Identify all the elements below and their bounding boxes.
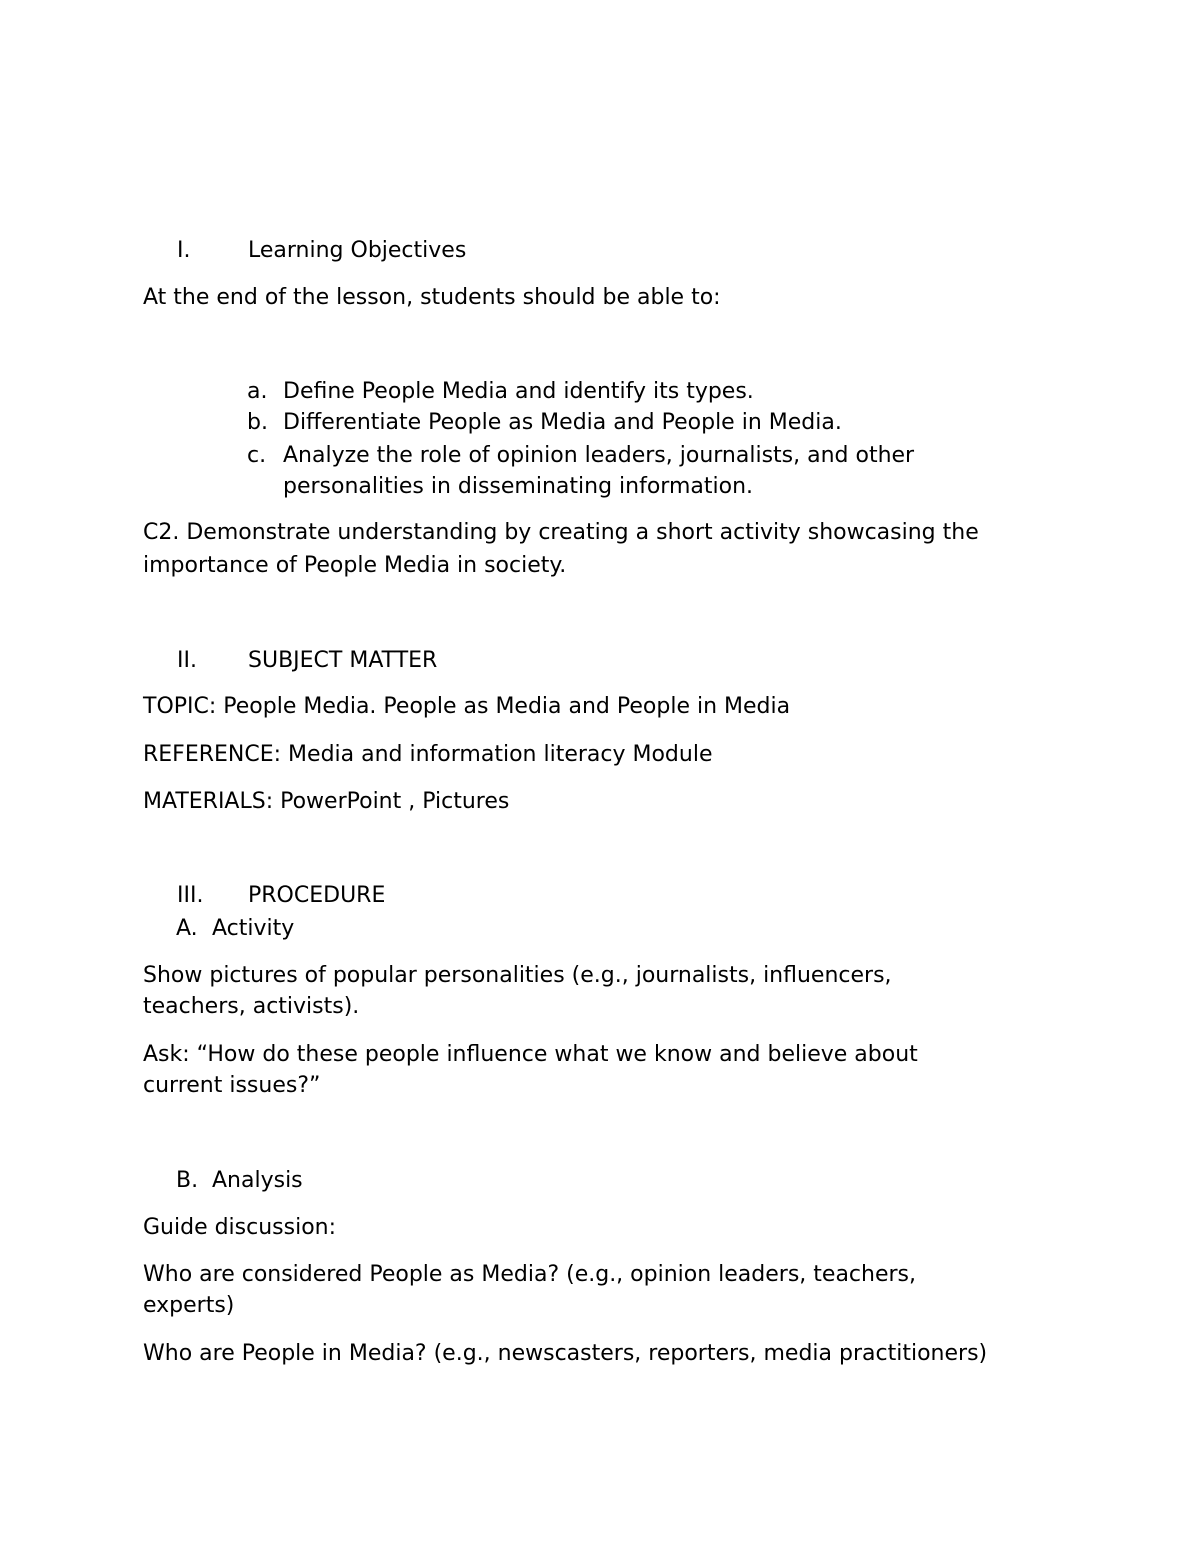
objective-c-text-line1: Analyze the role of opinion leaders, journalists, and other (283, 443, 915, 468)
activity-show-line1: Show pictures of popular personalities (e.g., journalists, influencers, (143, 963, 892, 988)
analysis-q2: Who are People in Media? (e.g., newscasters, reporters, media practitioners) (143, 1341, 988, 1366)
analysis-q1-line1: Who are considered People as Media? (e.g., opinion leaders, teachers, (143, 1262, 916, 1287)
objective-b-text: Differentiate People as Media and People in Media. (283, 410, 842, 435)
c2-text-line1: C2. Demonstrate understanding by creating a short activity showcasing the (143, 520, 979, 545)
section-3-numeral: III. (177, 883, 204, 908)
section-2-heading: SUBJECT MATTER (248, 648, 438, 673)
section-2-numeral: II. (177, 648, 197, 673)
reference-line: REFERENCE: Media and information literacy Module (143, 742, 713, 767)
activity-ask-line2: current issues?” (143, 1073, 321, 1098)
objective-a-marker: a. (247, 379, 268, 404)
materials-line: MATERIALS: PowerPoint , Pictures (143, 789, 510, 814)
topic-line: TOPIC: People Media. People as Media and People in Media (143, 694, 791, 719)
activity-marker: A. (176, 916, 198, 941)
activity-ask-line1: Ask: “How do these people influence what we know and believe about (143, 1042, 918, 1067)
objective-a-text: Define People Media and identify its types. (283, 379, 754, 404)
c2-text-line2: importance of People Media in society. (143, 553, 567, 578)
analysis-guide: Guide discussion: (143, 1215, 337, 1240)
section-1-heading: Learning Objectives (248, 238, 467, 263)
analysis-heading: Analysis (212, 1168, 303, 1193)
analysis-marker: B. (176, 1168, 199, 1193)
section-3-heading: PROCEDURE (248, 883, 386, 908)
section-1-numeral: I. (177, 238, 191, 263)
objective-b-marker: b. (247, 410, 268, 435)
activity-show-line2: teachers, activists). (143, 994, 360, 1019)
analysis-q1-line2: experts) (143, 1293, 235, 1318)
objective-c-text-line2: personalities in disseminating information. (283, 474, 754, 499)
objectives-intro: At the end of the lesson, students should be able to: (143, 285, 721, 310)
activity-heading: Activity (212, 916, 295, 941)
objective-c-marker: c. (247, 443, 267, 468)
